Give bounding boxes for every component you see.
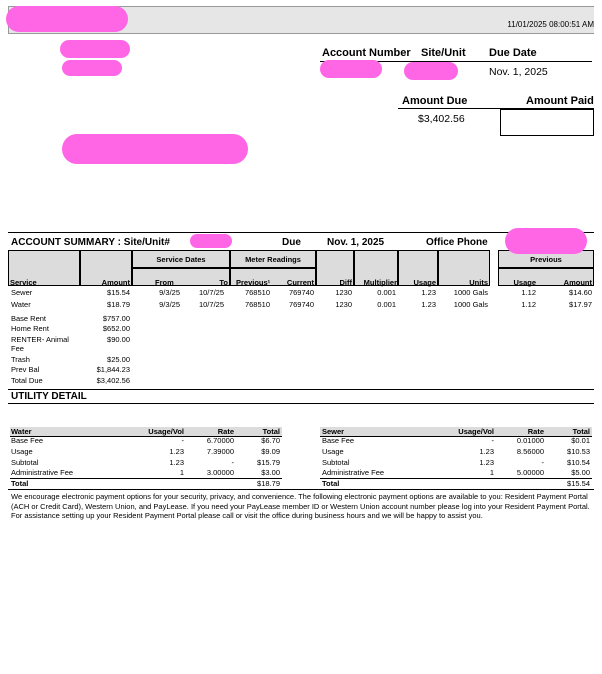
- payment-options-notice: We encourage electronic payment options for your security, privacy, and convenience. The following electronic payment options are available to you: Resident Payment Portal (ACH or Credit Card), Western Union, and PayLease. If you need your PayLease member ID or Western Union account number please log into your Resident Payment Portal. For assistance setting up your Resident Payment Portal please call or visit the office during business hours and we will be happy to assist you.: [11, 492, 590, 520]
- sewer-row-rate: 0.01000: [516, 436, 544, 445]
- sewer-row-total: $15.54: [567, 479, 590, 488]
- redaction-mark: [505, 228, 587, 254]
- office-phone-label: Office Phone: [426, 237, 488, 248]
- redaction-mark: [6, 6, 128, 32]
- row-prev-amount: $14.60: [569, 288, 592, 297]
- sewer-row-label: Base Fee: [322, 436, 355, 445]
- amount-due-label: Amount Due: [402, 95, 468, 107]
- sewer-row-rate: 8.56000: [516, 447, 544, 456]
- row-to: 10/7/25: [198, 300, 224, 309]
- charge-label: Base Rent: [11, 314, 47, 323]
- utility-detail-title: UTILITY DETAIL: [11, 391, 87, 402]
- water-row-label: Base Fee: [11, 436, 44, 445]
- row-previous: 768510: [244, 300, 270, 309]
- water-row-usage: 1: [179, 468, 184, 477]
- col-current: Current: [286, 278, 314, 287]
- col-to: To: [219, 278, 228, 287]
- row-from: 9/3/25: [159, 288, 180, 297]
- sewer-title: Sewer: [322, 427, 345, 436]
- row-usage: 1.23: [421, 300, 436, 309]
- sewer-row-total: $0.01: [571, 436, 590, 445]
- redaction-mark: [62, 60, 122, 76]
- redaction-mark: [62, 134, 248, 164]
- sewer-row-usage: 1.23: [479, 458, 494, 467]
- due-date-value: Nov. 1, 2025: [489, 66, 548, 78]
- row-amount: $15.54: [107, 288, 130, 297]
- water-col-usage: Usage/Vol: [148, 427, 184, 436]
- sewer-row-rate: 5.00000: [516, 468, 544, 477]
- water-row-label: Usage: [11, 447, 33, 456]
- water-row-total: $18.79: [257, 479, 280, 488]
- charge-label: Trash: [11, 355, 30, 364]
- row-prev-usage: 1.12: [521, 288, 536, 297]
- water-row-label: Subtotal: [11, 458, 39, 467]
- redaction-mark: [320, 60, 382, 78]
- charge-amount: $652.00: [102, 324, 130, 333]
- due-date-label: Due Date: [489, 47, 537, 59]
- sewer-row-label: Total: [322, 479, 340, 488]
- water-row-total: $15.79: [257, 458, 280, 467]
- amount-paid-label: Amount Paid: [526, 95, 594, 107]
- sewer-col-total: Total: [572, 427, 590, 436]
- sewer-row-total: $10.53: [567, 447, 590, 456]
- sewer-col-rate: Rate: [527, 427, 544, 436]
- sewer-row-usage: 1.23: [479, 447, 494, 456]
- redaction-mark: [190, 234, 232, 248]
- row-usage: 1.23: [421, 288, 436, 297]
- sewer-row-usage: -: [491, 436, 494, 445]
- row-prev-usage: 1.12: [521, 300, 536, 309]
- water-row-rate: -: [231, 458, 234, 467]
- row-current: 769740: [288, 300, 314, 309]
- charge-amount: $90.00: [107, 335, 130, 344]
- sewer-row-total: $10.54: [567, 458, 590, 467]
- water-title: Water: [11, 427, 32, 436]
- col-prev-usage: Usage: [513, 278, 536, 287]
- summary-due-value: Nov. 1, 2025: [327, 237, 385, 248]
- col-previous: Previous¹: [236, 278, 271, 287]
- charge-label: RENTER- Animal: [11, 335, 69, 344]
- charge-amount: $3,402.56: [96, 376, 130, 385]
- charge-amount: $1,844.23: [96, 365, 130, 374]
- col-diff: Diff: [339, 278, 352, 287]
- summary-due-label: Due: [282, 237, 301, 248]
- row-multiplier: 0.001: [377, 288, 396, 297]
- col-prev-amount: Amount: [563, 278, 592, 287]
- row-units: 1000 Gals: [453, 300, 488, 309]
- meter-readings-header: Meter Readings: [245, 255, 301, 264]
- statement-timestamp: 11/01/2025 08:00:51 AM: [507, 20, 594, 29]
- col-multiplier: Multiplier: [363, 278, 397, 287]
- previous-header: Previous: [530, 255, 562, 264]
- row-previous: 768510: [244, 288, 270, 297]
- service-dates-header: Service Dates: [156, 255, 206, 264]
- water-row-total: $6.70: [261, 436, 280, 445]
- amount-paid-box[interactable]: [500, 109, 594, 136]
- sewer-row-usage: 1: [489, 468, 494, 477]
- row-diff: 1230: [335, 300, 352, 309]
- sewer-row-total: $5.00: [571, 468, 590, 477]
- charge-label: Total Due: [11, 376, 43, 385]
- water-row-rate: 6.70000: [206, 436, 234, 445]
- row-diff: 1230: [335, 288, 352, 297]
- row-amount: $18.79: [107, 300, 130, 309]
- footer-rule: [8, 489, 594, 490]
- col-from: From: [155, 278, 174, 287]
- row-to: 10/7/25: [198, 288, 224, 297]
- redaction-mark: [404, 62, 458, 80]
- charge-label: Prev Bal: [11, 365, 40, 374]
- sewer-row-rate: -: [541, 458, 544, 467]
- water-row-label: Administrative Fee: [11, 468, 74, 477]
- utility-top-rule: [8, 389, 594, 390]
- col-service: Service: [10, 278, 37, 287]
- water-row-usage: -: [181, 436, 184, 445]
- redaction-mark: [60, 40, 130, 58]
- site-unit-label: Site/Unit: [421, 47, 466, 59]
- row-service: Water: [11, 300, 31, 309]
- row-units: 1000 Gals: [453, 288, 488, 297]
- row-from: 9/3/25: [159, 300, 180, 309]
- row-multiplier: 0.001: [377, 300, 396, 309]
- sewer-row-label: Usage: [322, 447, 344, 456]
- water-row-usage: 1.23: [169, 447, 184, 456]
- amount-due-value: $3,402.56: [418, 113, 465, 125]
- account-number-label: Account Number: [322, 47, 411, 59]
- water-row-rate: 3.00000: [206, 468, 234, 477]
- charge-amount: $757.00: [102, 314, 130, 323]
- account-summary-title: ACCOUNT SUMMARY : Site/Unit#: [11, 237, 170, 248]
- water-row-usage: 1.23: [169, 458, 184, 467]
- water-row-rate: 7.39000: [206, 447, 234, 456]
- row-service: Sewer: [11, 288, 33, 297]
- water-row-total: $9.09: [261, 447, 280, 456]
- sewer-col-usage: Usage/Vol: [458, 427, 494, 436]
- charge-amount: $25.00: [107, 355, 130, 364]
- summary-top-rule: [8, 232, 594, 233]
- sewer-row-label: Subtotal: [322, 458, 350, 467]
- water-row-total: $3.00: [261, 468, 280, 477]
- water-col-total: Total: [262, 427, 280, 436]
- utility-title-rule: [8, 403, 594, 404]
- col-usage: Usage: [413, 278, 436, 287]
- water-row-label: Total: [11, 479, 29, 488]
- col-units: Units: [469, 278, 488, 287]
- row-prev-amount: $17.97: [569, 300, 592, 309]
- col-amount: Amount: [101, 278, 130, 287]
- charge-label: Home Rent: [11, 324, 49, 333]
- sewer-row-label: Administrative Fee: [322, 468, 385, 477]
- row-current: 769740: [288, 288, 314, 297]
- water-col-rate: Rate: [217, 427, 234, 436]
- charge-label-cont: Fee: [11, 344, 24, 353]
